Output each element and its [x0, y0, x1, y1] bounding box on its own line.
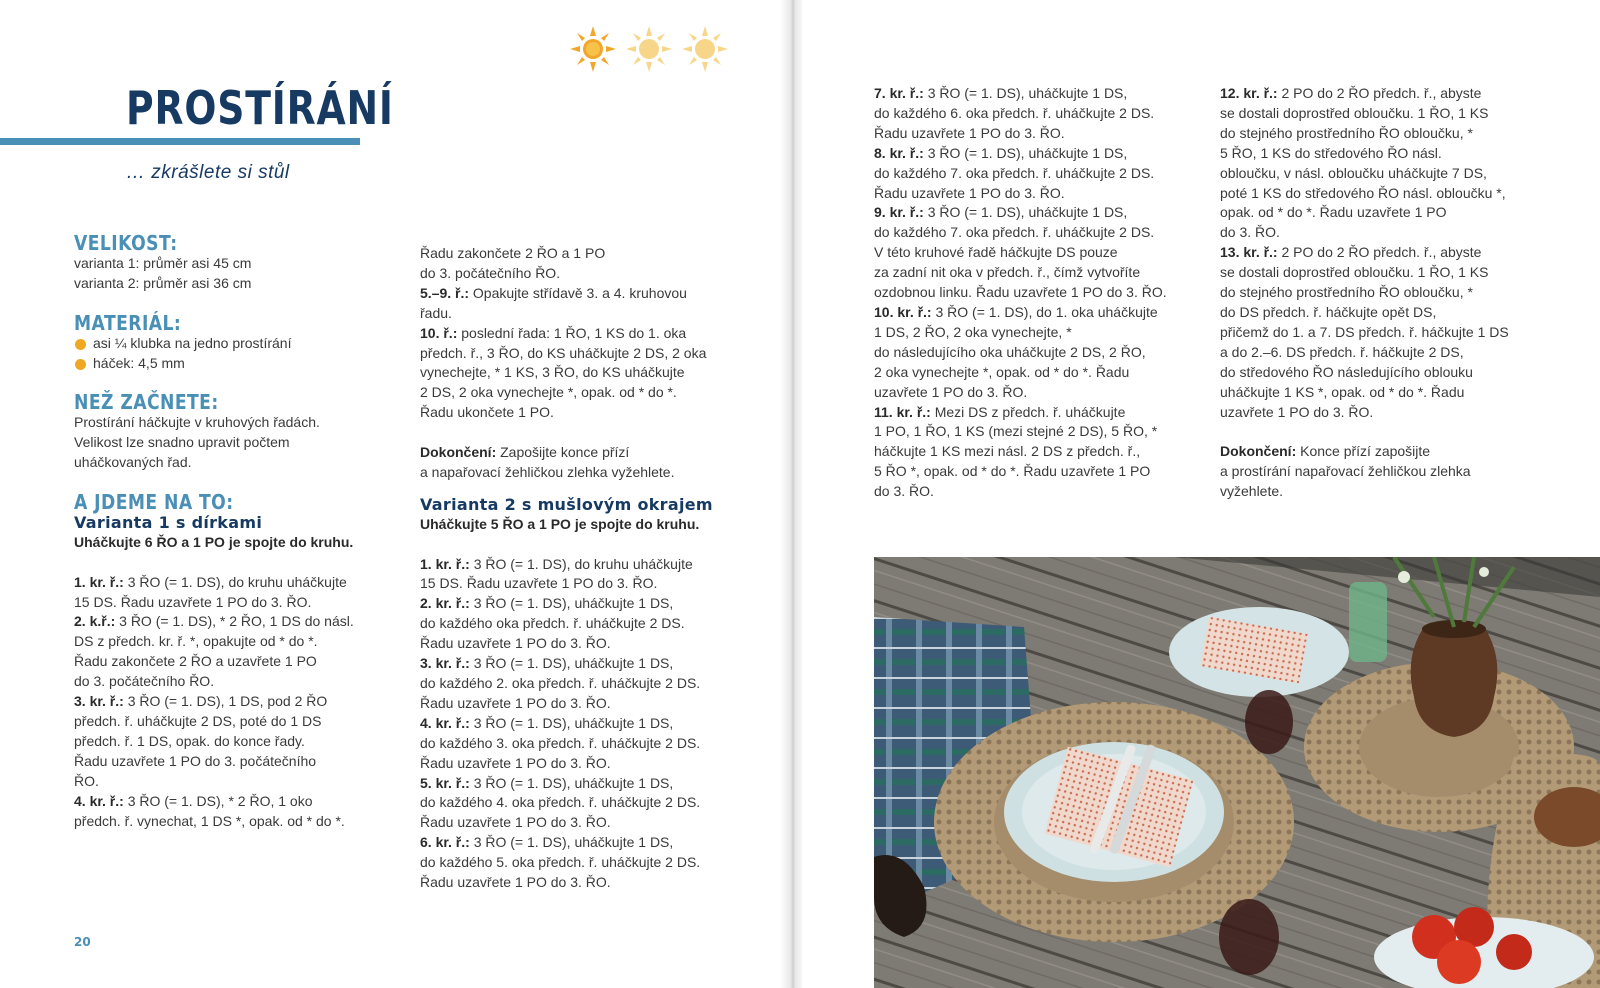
instruction-text: a prostírání napařovací žehličkou zlehka	[1220, 463, 1471, 480]
instruction-text: Opakujte střídavě 3. a 4. kruhovou	[469, 284, 687, 301]
instruction-text: Řadu uzavřete 1 PO do 3. počátečního	[74, 752, 317, 769]
instruction-line	[1220, 283, 1550, 303]
instruction-line	[74, 772, 404, 792]
instruction-text: 2 PO do 2 ŘO předch. ř., abyste	[1277, 244, 1482, 261]
instruction-text: 3 ŘO (= 1. DS), do kruhu uháčkujte	[123, 573, 347, 590]
instruction-text: Řadu zakončete 2 ŘO a uzavřete 1 PO	[74, 653, 317, 670]
instruction-line	[74, 612, 404, 632]
variant2-title: Varianta 2 s mušlovým okrajem	[420, 494, 713, 514]
instruction-line	[420, 793, 765, 813]
instruction-text: do 3. ŘO.	[874, 483, 934, 500]
instruction-text: Řadu uzavřete 1 PO do 3. ŘO.	[874, 124, 1065, 141]
instruction-line	[1220, 104, 1550, 124]
sun-rating-icon-3	[682, 26, 728, 72]
instruction-line	[420, 833, 765, 853]
material-item-2	[74, 354, 404, 374]
instruction-text: 3 ŘO (= 1. DS), uháčkujte 1 DS,	[469, 834, 674, 851]
size-line-2: varianta 2: průměr asi 36 cm	[74, 274, 252, 291]
instruction-line	[874, 442, 1204, 462]
instruction-text: 3 ŘO (= 1. DS), uháčkujte 1 DS,	[923, 144, 1128, 161]
instruction-text: do každého 7. oka předch. ř. uháčkujte 2 DS.	[874, 164, 1155, 181]
size-heading: VELIKOST:	[74, 231, 178, 255]
sun-rating-icon-1	[570, 26, 616, 72]
instruction-text: do stejného prostředního ŘO obloučku, *	[1220, 124, 1473, 141]
instruction-line	[1220, 303, 1550, 323]
row-label: 10. ř.:	[420, 324, 458, 341]
instruction-text: Řadu uzavřete 1 PO do 3. ŘO.	[420, 874, 611, 891]
variant1-rows	[74, 573, 404, 832]
instruction-line	[874, 403, 1204, 423]
instruction-line	[420, 284, 765, 304]
instruction-text: 3 ŘO (= 1. DS), uháčkujte 1 DS,	[923, 204, 1128, 221]
instruction-line	[874, 422, 1204, 442]
material-item-1	[74, 334, 404, 354]
instruction-line	[1220, 223, 1550, 243]
before-start-line: uháčkovaných řad.	[74, 454, 192, 471]
instruction-line	[74, 672, 404, 692]
lets-go-heading: A JDEME NA TO:	[74, 490, 234, 515]
row-label: 2. kr. ř.:	[420, 595, 470, 612]
instruction-line	[420, 594, 765, 614]
instruction-text: Řadu uzavřete 1 PO do 3. ŘO.	[420, 814, 611, 831]
instruction-text: 2 oka vynechejte *, opak. od * do *. Řadu	[874, 363, 1130, 380]
instruction-line	[874, 124, 1204, 144]
instruction-text: se dostali doprostřed obloučku. 1 ŘO, 1 KS	[1220, 104, 1489, 121]
instruction-line	[1220, 343, 1550, 363]
instruction-line	[74, 752, 404, 772]
instruction-text: předch. ř. vynechat, 1 DS *, opak. od * do *.	[74, 812, 345, 829]
instruction-text: 3 ŘO (= 1. DS), * 2 ŘO, 1 DS do násl.	[115, 613, 354, 630]
variant1-intro: Uháčkujte 6 ŘO a 1 PO je spojte do kruhu.	[74, 533, 354, 550]
instruction-text: uzavřete 1 PO do 3. ŘO.	[874, 383, 1028, 400]
row-label: 10. kr. ř.:	[874, 303, 932, 320]
row-label: 5.–9. ř.:	[420, 284, 470, 301]
instruction-line	[74, 692, 404, 712]
instruction-text: do každého 3. oka předch. ř. uháčkujte 2 DS.	[420, 734, 701, 751]
instruction-text: do DS předch. ř. háčkujte opět DS,	[1220, 303, 1437, 320]
instruction-line	[420, 694, 765, 714]
instruction-line	[1220, 462, 1550, 482]
instruction-text: uháčkujte 1 KS *, opak. od * do *. Řadu	[1220, 383, 1465, 400]
rows-12-13	[1220, 84, 1550, 422]
instruction-text: za zadní nit oka v předch. ř., čímž vytvoříte	[874, 264, 1141, 281]
instruction-line	[1220, 442, 1550, 462]
instruction-line	[74, 593, 404, 613]
instruction-line	[874, 223, 1204, 243]
row-label: 13. kr. ř.:	[1220, 244, 1278, 261]
instruction-text: 3 ŘO (= 1. DS), do kruhu uháčkujte	[469, 555, 693, 572]
instruction-line	[420, 813, 765, 833]
instruction-line	[420, 634, 765, 654]
instruction-line	[420, 324, 765, 344]
title-underline	[0, 138, 360, 145]
instruction-line	[420, 463, 765, 483]
instruction-text: 3 ŘO (= 1. DS), uháčkujte 1 DS,	[469, 655, 674, 672]
variant2-rows	[420, 555, 765, 893]
instruction-line	[420, 853, 765, 873]
instruction-text: se dostali doprostřed obloučku. 1 ŘO, 1 KS	[1220, 264, 1489, 281]
instruction-text: 3 ŘO (= 1. DS), do 1. oka uháčkujte	[931, 303, 1158, 320]
instruction-text: 1 PO, 1 ŘO, 1 KS (mezi stejné 2 DS), 5 ŘO, *	[874, 423, 1158, 440]
instruction-line	[420, 734, 765, 754]
page-title: PROSTÍRÁNÍ	[126, 81, 394, 135]
instruction-text: do 3. ŘO.	[1220, 224, 1280, 241]
continuation-line: Řadu zakončete 2 ŘO a 1 PO	[420, 245, 606, 261]
instruction-line	[1220, 363, 1550, 383]
instruction-line	[1220, 164, 1550, 184]
instruction-line	[1220, 482, 1550, 502]
instruction-line	[874, 84, 1204, 104]
instruction-text: vynechejte, * 1 KS, 3 ŘO, do KS uháčkujte	[420, 364, 685, 381]
instruction-line	[874, 164, 1204, 184]
instruction-text: do středového ŘO následujícího oblouku	[1220, 363, 1473, 380]
instruction-text: háčkujte 1 KS mezi násl. 2 DS z předch. ř.,	[874, 443, 1141, 460]
instruction-line	[874, 184, 1204, 204]
variant1-title: Varianta 1 s dírkami	[74, 512, 263, 532]
middle-column	[420, 244, 765, 893]
instruction-line	[420, 774, 765, 794]
row-label: 7. kr. ř.:	[874, 85, 924, 101]
bullet-dot-icon	[75, 359, 86, 370]
instruction-text: do každého 2. oka předch. ř. uháčkujte 2 DS.	[420, 675, 701, 691]
instruction-line	[420, 873, 765, 893]
instruction-line	[420, 304, 765, 324]
instruction-text: 2 DS, 2 oka vynechejte *, opak. od * do *.	[420, 384, 677, 401]
before-start-heading: NEŽ ZAČNETE:	[74, 390, 219, 415]
instruction-line	[874, 323, 1204, 343]
instruction-text: 3 ŘO (= 1. DS), * 2 ŘO, 1 oko	[123, 792, 313, 809]
instruction-line	[420, 714, 765, 734]
instruction-text: Řadu uzavřete 1 PO do 3. ŘO.	[420, 635, 611, 652]
instruction-text: V této kruhové řadě háčkujte DS pouze	[874, 244, 1118, 261]
instruction-line	[874, 383, 1204, 403]
row-label: 3. kr. ř.:	[74, 693, 124, 710]
instruction-text: poslední řada: 1 ŘO, 1 KS do 1. oka	[457, 324, 687, 341]
left-page	[0, 0, 798, 988]
instruction-text: Konce přízí zapošijte	[1296, 443, 1431, 460]
table-scene-image	[874, 557, 1600, 988]
page-subtitle: … zkrášlete si stůl	[126, 162, 290, 183]
instruction-line	[874, 243, 1204, 263]
instruction-line	[420, 403, 765, 423]
instruction-line	[874, 363, 1204, 383]
right-column-2	[1220, 84, 1550, 502]
instruction-text: opak. od * do *. Řadu uzavřete 1 PO	[1220, 204, 1447, 221]
instruction-text: uzavřete 1 PO do 3. ŘO.	[1220, 403, 1374, 420]
instruction-text: 5 ŘO *, opak. od * do *. Řadu uzavřete 1 PO	[874, 463, 1151, 480]
instruction-line	[874, 203, 1204, 223]
instruction-line	[1220, 243, 1550, 263]
instruction-line	[420, 383, 765, 403]
instruction-text: a do 2.–6. DS předch. ř. háčkujte 2 DS,	[1220, 343, 1464, 360]
instruction-line	[74, 812, 404, 832]
instruction-line	[420, 574, 765, 594]
instruction-line	[874, 104, 1204, 124]
instruction-line	[74, 792, 404, 812]
instruction-line	[420, 344, 765, 364]
rows-7-11	[874, 84, 1204, 502]
instruction-text: DS z předch. kr. ř. *, opakujte od * do *.	[74, 633, 318, 650]
instruction-text: 3 ŘO (= 1. DS), uháčkujte 1 DS,	[469, 774, 674, 791]
row-label: Dokončení:	[1220, 443, 1297, 460]
instruction-line	[74, 732, 404, 752]
row-label: 12. kr. ř.:	[1220, 85, 1278, 101]
instruction-text: Řadu uzavřete 1 PO do 3. ŘO.	[874, 184, 1065, 201]
bullet-dot-icon	[75, 339, 86, 350]
instruction-text: do každého 5. oka předch. ř. uháčkujte 2 DS.	[420, 854, 701, 871]
instruction-text: 15 DS. Řadu uzavřete 1 PO do 3. ŘO.	[74, 593, 312, 610]
instruction-line	[874, 263, 1204, 283]
page-number: 20	[74, 935, 91, 949]
instruction-text: 3 ŘO (= 1. DS), uháčkujte 1 DS,	[469, 595, 674, 612]
instruction-line	[1220, 184, 1550, 204]
instruction-line	[420, 674, 765, 694]
row-label: 4. kr. ř.:	[74, 792, 124, 809]
before-start-line: Prostírání háčkujte v kruhových řadách.	[74, 414, 320, 431]
instruction-line	[1220, 84, 1550, 104]
row-label: 8. kr. ř.:	[874, 144, 924, 161]
instruction-text: přičemž do 1. a 7. DS předch. ř. háčkujte 1 DS	[1220, 323, 1509, 340]
instruction-line	[874, 482, 1204, 502]
row-label: Dokončení:	[420, 444, 497, 461]
rows-5-10	[420, 284, 765, 423]
instruction-text: 15 DS. Řadu uzavřete 1 PO do 3. ŘO.	[420, 575, 658, 592]
variant2-intro: Uháčkujte 5 ŘO a 1 PO je spojte do kruhu.	[420, 515, 700, 532]
instruction-line	[74, 573, 404, 593]
instruction-text: Řadu uzavřete 1 PO do 3. ŘO.	[420, 754, 611, 771]
instruction-text: ŘO.	[74, 772, 99, 789]
instruction-text: 3 ŘO (= 1. DS), uháčkujte 1 DS,	[469, 714, 674, 731]
instruction-text: poté 1 KS do středového ŘO násl. obloučku *,	[1220, 184, 1506, 201]
instruction-line	[420, 614, 765, 634]
instruction-line	[874, 343, 1204, 363]
instruction-line	[420, 555, 765, 575]
instruction-text: vyžehlete.	[1220, 483, 1284, 500]
instruction-text: předch. ř. 1 DS, opak. do konce řady.	[74, 732, 305, 749]
before-start-line: Velikost lze snadno upravit počtem	[74, 434, 290, 451]
instruction-text: 1 DS, 2 ŘO, 2 oka vynechejte, *	[874, 323, 1072, 340]
instruction-text: Řadu uzavřete 1 PO do 3. ŘO.	[420, 694, 611, 711]
instruction-text: 3 ŘO (= 1. DS), uháčkujte 1 DS,	[923, 85, 1128, 101]
instruction-line	[874, 144, 1204, 164]
row-label: 6. kr. ř.:	[420, 834, 470, 851]
instruction-line	[1220, 323, 1550, 343]
instruction-line	[1220, 144, 1550, 164]
placemat-photo	[874, 557, 1600, 988]
instruction-line	[420, 754, 765, 774]
size-line-1: varianta 1: průměr asi 45 cm	[74, 254, 252, 271]
instruction-line	[74, 712, 404, 732]
row-label: 4. kr. ř.:	[420, 714, 470, 731]
right-column-1	[874, 84, 1204, 502]
row-label: 2. k.ř.:	[74, 613, 116, 630]
instruction-line	[74, 652, 404, 672]
row-label: 5. kr. ř.:	[420, 774, 470, 791]
instruction-text: řadu.	[420, 304, 452, 321]
instruction-text: Mezi DS z předch. ř. uháčkujte	[930, 403, 1126, 420]
instruction-text: do následujícího oka uháčkujte 2 DS, 2 ŘO,	[874, 343, 1146, 360]
instruction-line	[420, 654, 765, 674]
instruction-text: Zapošijte konce přízí	[496, 444, 630, 461]
instruction-text: 3 ŘO (= 1. DS), 1 DS, pod 2 ŘO	[123, 693, 328, 710]
instruction-text: předch. ř. uháčkujte 2 DS, poté do 1 DS	[74, 713, 322, 730]
instruction-line	[420, 443, 765, 463]
instruction-line	[1220, 124, 1550, 144]
instruction-text: do každého oka předch. ř. uháčkujte 2 DS.	[420, 615, 685, 632]
instruction-line	[1220, 203, 1550, 223]
instruction-line	[1220, 403, 1550, 423]
finish-paragraph	[420, 443, 765, 483]
instruction-line	[1220, 263, 1550, 283]
instruction-text: ozdobnou linku. Řadu uzavřete 1 PO do 3. ŘO.	[874, 284, 1167, 301]
instruction-text: a napařovací žehličkou zlehka vyžehlete.	[420, 463, 675, 480]
instruction-text: předch. ř., 3 ŘO, do KS uháčkujte 2 DS, 2 oka	[420, 344, 707, 361]
instruction-text: Řadu ukončete 1 PO.	[420, 404, 554, 421]
instruction-text: 5 ŘO, 1 KS do středového ŘO násl.	[1220, 144, 1442, 161]
continuation-line: do 3. počátečního ŘO.	[420, 264, 561, 281]
row-label: 9. kr. ř.:	[874, 204, 924, 221]
material-item-text: háček: 4,5 mm	[93, 354, 185, 371]
row-label: 1. kr. ř.:	[420, 555, 470, 572]
finish-paragraph-2	[1220, 442, 1550, 502]
instruction-line	[874, 303, 1204, 323]
instruction-text: do každého 6. oka předch. ř. uháčkujte 2 DS.	[874, 104, 1155, 121]
instruction-text: do stejného prostředního ŘO obloučku, *	[1220, 284, 1473, 301]
instruction-text: do každého 7. oka předch. ř. uháčkujte 2 DS.	[874, 224, 1155, 241]
instruction-text: do každého 4. oka předch. ř. uháčkujte 2 DS.	[420, 794, 701, 811]
left-column	[74, 231, 404, 831]
material-heading: MATERIÁL:	[74, 310, 182, 335]
instruction-line	[874, 283, 1204, 303]
row-label: 1. kr. ř.:	[74, 573, 124, 590]
instruction-text: 2 PO do 2 ŘO předch. ř., abyste	[1277, 85, 1482, 101]
row-label: 3. kr. ř.:	[420, 655, 470, 672]
instruction-text: obloučku, v násl. obloučku uháčkujte 7 DS,	[1220, 164, 1487, 181]
instruction-line	[420, 363, 765, 383]
sun-rating-icon-2	[626, 26, 672, 72]
material-item-text: asi ¼ klubka na jedno prostírání	[93, 334, 292, 351]
row-label: 11. kr. ř.:	[874, 403, 931, 420]
instruction-line	[1220, 383, 1550, 403]
instruction-line	[74, 632, 404, 652]
instruction-text: do 3. počátečního ŘO.	[74, 673, 215, 690]
instruction-line	[874, 462, 1204, 482]
